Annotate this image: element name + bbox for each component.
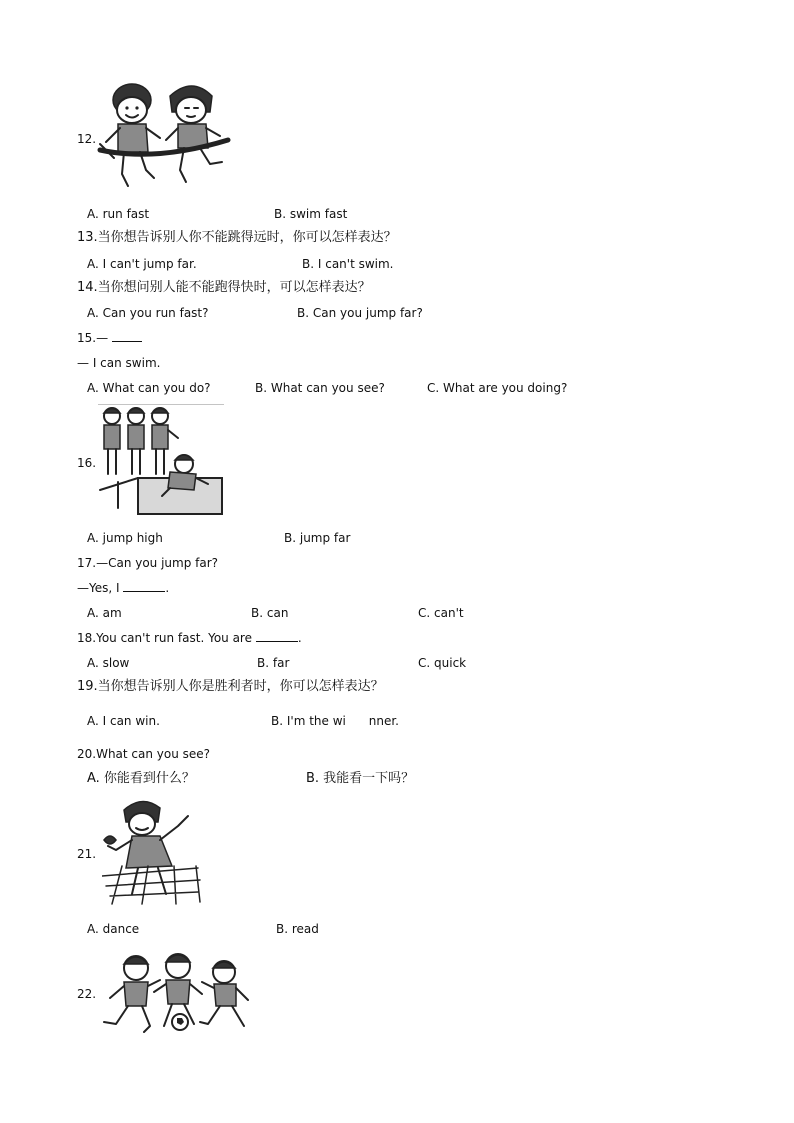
q22-number: 22. — [77, 987, 97, 1001]
q15-prompt: 15.— — [77, 331, 112, 345]
q14-question: 14.当你想问别人能不能跑得快时，可以怎样表达？ — [77, 280, 371, 295]
q18-line1-start: 18.You can't run fast. You are — [77, 631, 256, 645]
q13-option-a[interactable]: A. I can't jump far. — [87, 257, 197, 271]
q15-line2: — I can swim. — [77, 356, 161, 370]
q17-line2-end: . — [165, 581, 170, 595]
q20-option-a[interactable]: A. 你能看到什么？ — [87, 771, 195, 786]
q17-blank — [123, 580, 165, 592]
q12-picture-running-race — [96, 78, 232, 194]
q12-option-a[interactable]: A. run fast — [87, 207, 150, 221]
q13-option-b[interactable]: B. I can't swim. — [302, 257, 394, 271]
q17-line2 — [77, 580, 169, 596]
q18-option-b[interactable]: B. far — [257, 656, 290, 670]
q16-option-a[interactable]: A. jump high — [87, 531, 163, 545]
q14-option-b[interactable]: B. Can you jump far? — [297, 306, 423, 320]
q18-option-a[interactable]: A. slow — [87, 656, 130, 670]
q16-option-b[interactable]: B. jump far — [284, 531, 351, 545]
q19-question: 19.当你想告诉别人你是胜利者时，你可以怎样表达？ — [77, 679, 384, 694]
q18-blank — [256, 630, 298, 642]
q15-option-b[interactable]: B. What can you see? — [255, 381, 385, 395]
q12-number: 12. — [77, 132, 97, 146]
q21-option-a[interactable]: A. dance — [87, 922, 140, 936]
q15-option-a[interactable]: A. What can you do? — [87, 381, 211, 395]
q15-blank — [112, 330, 142, 342]
q21-number: 21. — [77, 847, 97, 861]
q12-option-b[interactable]: B. swim fast — [274, 207, 348, 221]
q21-picture-dancing-girl — [102, 796, 202, 910]
q17-option-b[interactable]: B. can — [251, 606, 289, 620]
q19-option-a[interactable]: A. I can win. — [87, 714, 160, 728]
q20-option-b[interactable]: B. 我能看一下吗？ — [306, 771, 415, 786]
q16-number: 16. — [77, 456, 97, 470]
q16-picture-long-jump — [98, 404, 224, 520]
q17-option-a[interactable]: A. am — [87, 606, 122, 620]
q22-picture-children-playing-football — [94, 944, 260, 1042]
q17-line2-start: —Yes, I — [77, 581, 124, 595]
q21-option-b[interactable]: B. read — [276, 922, 319, 936]
q14-option-a[interactable]: A. Can you run fast? — [87, 306, 209, 320]
q13-question: 13.当你想告诉别人你不能跳得远时，你可以怎样表达？ — [77, 230, 397, 245]
q18-line1-end: . — [297, 631, 302, 645]
q20-question: 20.What can you see? — [77, 747, 211, 761]
q18-option-c[interactable]: C. quick — [418, 656, 467, 670]
q15-line1 — [77, 330, 142, 346]
q17-option-c[interactable]: C. can't — [418, 606, 464, 620]
q15-option-c[interactable]: C. What are you doing? — [427, 381, 568, 395]
q18-line1 — [77, 630, 302, 646]
q17-line1: 17.—Can you jump far? — [77, 556, 219, 570]
q19-option-b[interactable]: B. I'm the wi nner. — [271, 714, 399, 728]
